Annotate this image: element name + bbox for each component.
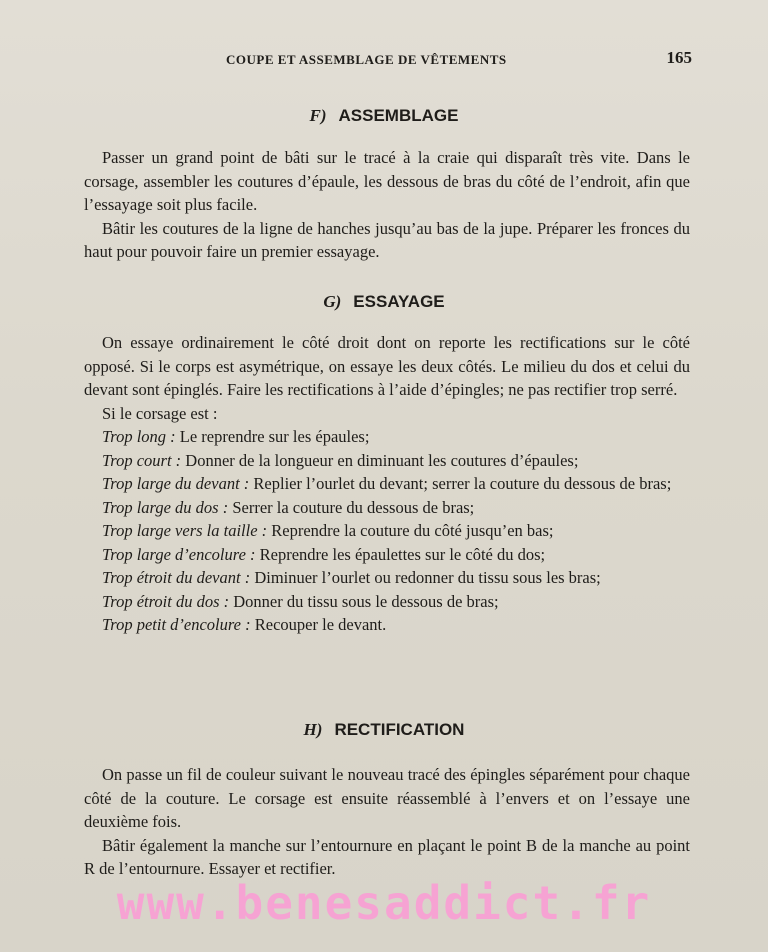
list-term: Trop étroit du devant :: [102, 568, 251, 587]
list-item: [84, 613, 690, 637]
section-title: ESSAYAGE: [353, 292, 445, 311]
list-text: Serrer la couture du dessous de bras;: [228, 497, 475, 517]
section-body-assemblage: [84, 146, 690, 264]
list-item: [84, 566, 690, 590]
paragraph: Passer un grand point de bâti sur le tracé à la craie qui disparaît très vite. Dans le corsage, assembler les coutures d’épaule, les dessous de bras du côté de l’endroit, afin que l’essayage soit plus facile.: [84, 148, 690, 214]
list-term: Trop court :: [102, 450, 182, 470]
list-text: Donner de la longueur en diminuant les coutures d’épaules;: [181, 450, 579, 470]
paragraph: Bâtir les coutures de la ligne de hanches jusqu’au bas de la jupe. Préparer les fronces du haut pour pouvoir faire un premier essayage.: [84, 218, 690, 261]
section-heading-essayage: [0, 292, 768, 312]
list-item: [84, 519, 690, 543]
list-text: Donner du tissu sous le dessous de bras;: [229, 591, 499, 611]
section-title: ASSEMBLAGE: [338, 106, 459, 125]
page-number: 165: [666, 48, 692, 67]
section-letter: H): [303, 720, 323, 739]
section-body-rectification: [84, 763, 690, 881]
list-text: Reprendre la couture du côté jusqu’en bas;: [267, 521, 554, 540]
paragraph: On passe un fil de couleur suivant le nouveau tracé des épingles séparément pour chaque côté de la couture. Le corsage est ensuite réassemblé à l’envers et on l’essaye une deuxième fois.: [84, 765, 690, 831]
list-term: Trop large d’encolure :: [102, 544, 256, 564]
list-term: Trop large vers la taille :: [102, 521, 268, 540]
running-title: COUPE ET ASSEMBLAGE DE VÊTEMENTS: [226, 52, 507, 67]
section-heading-assemblage: [0, 106, 768, 126]
page-header: [80, 48, 692, 72]
list-item: [84, 496, 690, 520]
section-letter: F): [309, 106, 327, 125]
watermark: www.benesaddict.fr: [116, 876, 652, 930]
section-body-essayage: [84, 331, 690, 637]
list-text: Replier l’ourlet du devant; serrer la couture du dessous de bras;: [249, 474, 672, 493]
list-item: [84, 590, 690, 614]
fitting-list: [84, 425, 690, 637]
list-item: [84, 449, 690, 473]
list-term: Trop long :: [102, 427, 176, 446]
list-item: [84, 472, 690, 496]
section-heading-rectification: [0, 720, 768, 740]
list-text: Reprendre les épaulettes sur le côté du dos;: [255, 544, 546, 564]
paragraph: Si le corsage est :: [102, 403, 218, 423]
list-text: Recouper le devant.: [250, 615, 387, 634]
list-item: [84, 425, 690, 449]
list-item: [84, 543, 690, 567]
section-title: RECTIFICATION: [334, 720, 465, 739]
paragraph: Bâtir également la manche sur l’entournure en plaçant le point B de la manche au point R de l’entournure. Essayer et rectifier.: [84, 835, 690, 878]
list-text: Le reprendre sur les épaules;: [175, 427, 370, 446]
list-text: Diminuer l’ourlet ou redonner du tissu sous les bras;: [250, 568, 601, 587]
list-term: Trop large du dos :: [102, 497, 229, 517]
list-term: Trop étroit du dos :: [102, 591, 230, 611]
list-term: Trop large du devant :: [102, 474, 250, 493]
paragraph: On essaye ordinairement le côté droit dont on reporte les rectifications sur le côté opposé. Si le corps est asymétrique, on essaye les deux côtés. Le milieu du dos et celui du devant sont épinglés. Faire les rectifications à l’aide d’épingles; ne pas rectifier trop serré.: [84, 333, 690, 399]
list-term: Trop petit d’encolure :: [102, 615, 251, 634]
section-letter: G): [323, 292, 342, 311]
